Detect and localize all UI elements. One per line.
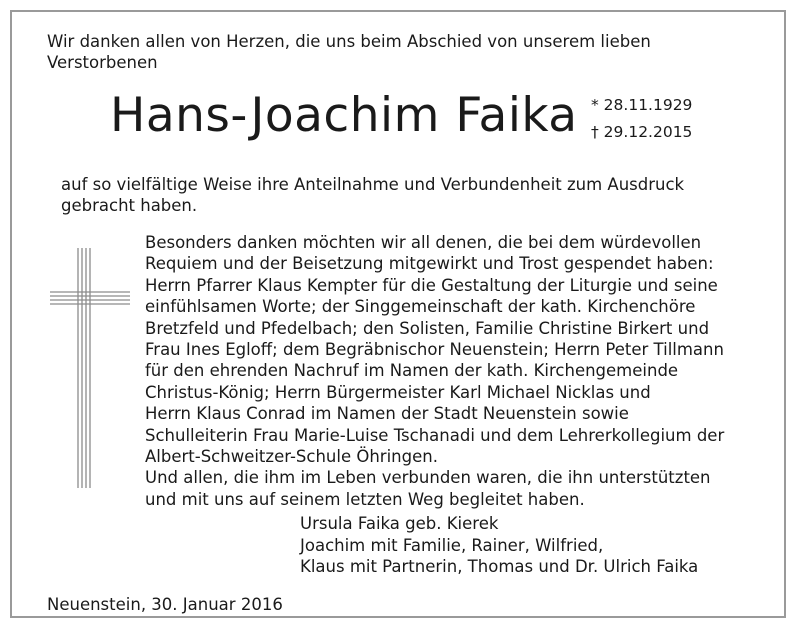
- special-thanks-line: Albert-Schweitzer-Schule Öhringen.: [145, 447, 438, 467]
- special-thanks-line: Requiem und der Beisetzung mitgewirkt und Trost gespendet haben:: [145, 254, 714, 274]
- birth-date: * 28.11.1929: [591, 96, 693, 114]
- special-thanks-line: und mit uns auf seinem letzten Weg begleitet haben.: [145, 489, 585, 509]
- signer-line: Klaus mit Partnerin, Thomas und Dr. Ulrich Faika: [300, 557, 699, 576]
- special-thanks-line: Bretzfeld und Pfedelbach; den Solisten, Familie Christine Birkert und: [145, 318, 710, 338]
- intro-line: Wir danken allen von Herzen, die uns beim Abschied von unserem lieben: [47, 32, 651, 51]
- special-thanks-line: Besonders danken möchten wir all denen, die bei dem würdevollen: [145, 233, 702, 252]
- signers-block: [300, 513, 698, 578]
- special-thanks-line: Schulleiterin Frau Marie-Luise Tschanadi und dem Lehrerkollegium der: [145, 425, 725, 445]
- special-thanks-line: Frau Ines Egloff; dem Begräbnischor Neuenstein; Herrn Peter Tillmann: [145, 340, 724, 360]
- intro-line: Verstorbenen: [47, 53, 158, 72]
- special-thanks-line: Herrn Pfarrer Klaus Kempter für die Gestaltung der Liturgie und seine: [145, 275, 718, 295]
- special-thanks-line: Christus-König; Herrn Bürgermeister Karl Michael Nicklas und: [145, 382, 651, 402]
- thanks-line: auf so vielfältige Weise ihre Anteilnahme und Verbundenheit zum Ausdruck: [61, 175, 685, 194]
- special-thanks-line: einfühlsamen Worte; der Singgemeinschaft der kath. Kirchenchöre: [145, 297, 696, 317]
- special-thanks-line: für den ehrenden Nachruf im Namen der kath. Kirchengemeinde: [145, 361, 679, 381]
- thanks-text: [61, 174, 684, 216]
- deceased-name: Hans-Joachim Faika: [110, 88, 578, 143]
- place-date: Neuenstein, 30. Januar 2016: [47, 595, 283, 614]
- signer-line: Joachim mit Familie, Rainer, Wilfried,: [300, 535, 604, 555]
- cross-icon: [50, 248, 130, 488]
- special-thanks-text: [145, 232, 724, 510]
- life-dates: [591, 92, 692, 146]
- signer-line: Ursula Faika geb. Kierek: [300, 514, 499, 533]
- special-thanks-line: Herrn Klaus Conrad im Namen der Stadt Neuenstein sowie: [145, 404, 629, 424]
- death-date: † 29.12.2015: [591, 123, 693, 141]
- intro-text: [47, 31, 651, 73]
- thanks-line: gebracht haben.: [61, 196, 198, 215]
- special-thanks-line: Und allen, die ihm im Leben verbunden waren, die ihn unterstützten: [145, 468, 711, 488]
